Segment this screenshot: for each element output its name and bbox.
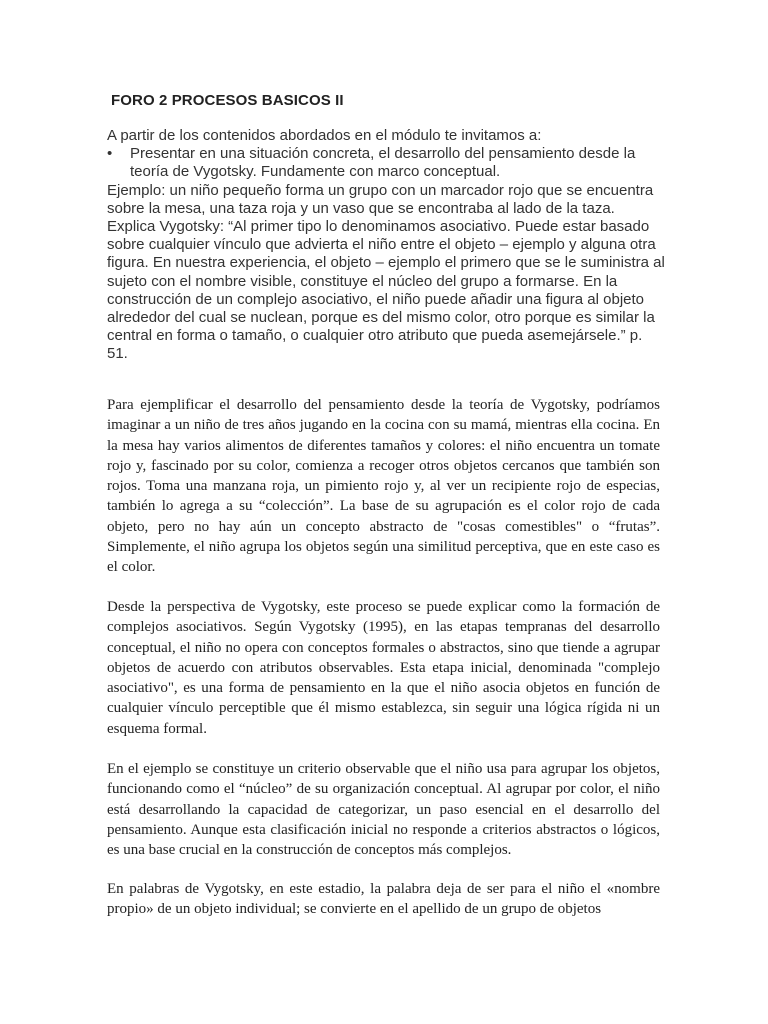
body-paragraph-3: En el ejemplo se constituye un criterio observable que el niño usa para agrupar los objetos, funcionando como el “núcleo” de su organización conceptual. Al agrupar por color, el niño está desarrollando la capacidad de categorizar, un paso esencial en el desarrollo del pensamiento. Aunque esta clasificación inicial no responde a criterios abstractos o lógicos, es una base crucial en la construcción de conceptos más complejos. xyxy=(107,761,660,859)
intro-bullet-item xyxy=(107,145,667,181)
intro-quote: Explica Vygotsky: “Al primer tipo lo denominamos asociativo. Puede estar basado sobre cualquier vínculo que advierta el niño entre el objeto – ejemplo y alguna otra figura. En nuestra experiencia, el objeto – ejemplo el primero que se le suministra al sujeto con el nombre visible, constituye el núcleo del grupo a formarse. En la construcción de un complejo asociativo, el niño puede añadir una figura al objeto alrededor del cual se nuclean, porque es del mismo color, otro porque es similar la central en forma o tamaño, o cualquier otro atributo que pueda asemejársele.” p. 51. xyxy=(107,218,665,363)
intro-bullet-text: Presentar en una situación concreta, el desarrollo del pensamiento desde la teoría de Vygotsky. Fundamente con marco conceptual. xyxy=(130,145,636,181)
body-paragraph-1: Para ejemplificar el desarrollo del pensamiento desde la teoría de Vygotsky, podríamos imaginar a un niño de tres años jugando en la cocina con su mamá, mientras ella cocina. En la mesa hay varios alimentos de diferentes tamaños y colores: el niño encuentra un tomate rojo y, fascinado por su color, comienza a recoger otros objetos cercanos que también son rojos. Toma una manzana roja, un pimiento rojo y, al ver un recipiente rojo de especias, también lo agrega a su “colección”. La base de su agrupación es el color rojo de cada objeto, pero no hay aún un concepto abstracto de "cosas comestibles" o “frutas”. Simplemente, el niño agrupa los objetos según una similitud perceptiva, que en este caso es el color. xyxy=(107,397,660,576)
intro-lead: A partir de los contenidos abordados en el módulo te invitamos a: xyxy=(107,127,542,144)
bullet-marker: • xyxy=(107,145,113,163)
body-paragraph-2: Desde la perspectiva de Vygotsky, este proceso se puede explicar como la formación de complejos asociativos. Según Vygotsky (1995), en las etapas tempranas del desarrollo conceptual, el niño no opera con conceptos formales o abstractos, sino que tiende a agrupar objetos de acuerdo con atributos observables. Esta etapa inicial, denominada "complejo asociativo", es una forma de pensamiento en la que el niño asocia objetos en función de cualquier vínculo perceptible que él mismo establezca, sin seguir una lógica rígida ni un esquema formal. xyxy=(107,599,660,737)
document-title: FORO 2 PROCESOS BASICOS II xyxy=(111,92,344,109)
intro-example: Ejemplo: un niño pequeño forma un grupo con un marcador rojo que se encuentra sobre la mesa, una taza roja y un vaso que se encontraba al lado de la taza. xyxy=(107,181,654,217)
intro-block xyxy=(107,127,667,364)
body-paragraph-4: En palabras de Vygotsky, en este estadio, la palabra deja de ser para el niño el «nombre propio» de un objeto individual; se convierte en el apellido de un grupo de objetos xyxy=(107,881,660,918)
